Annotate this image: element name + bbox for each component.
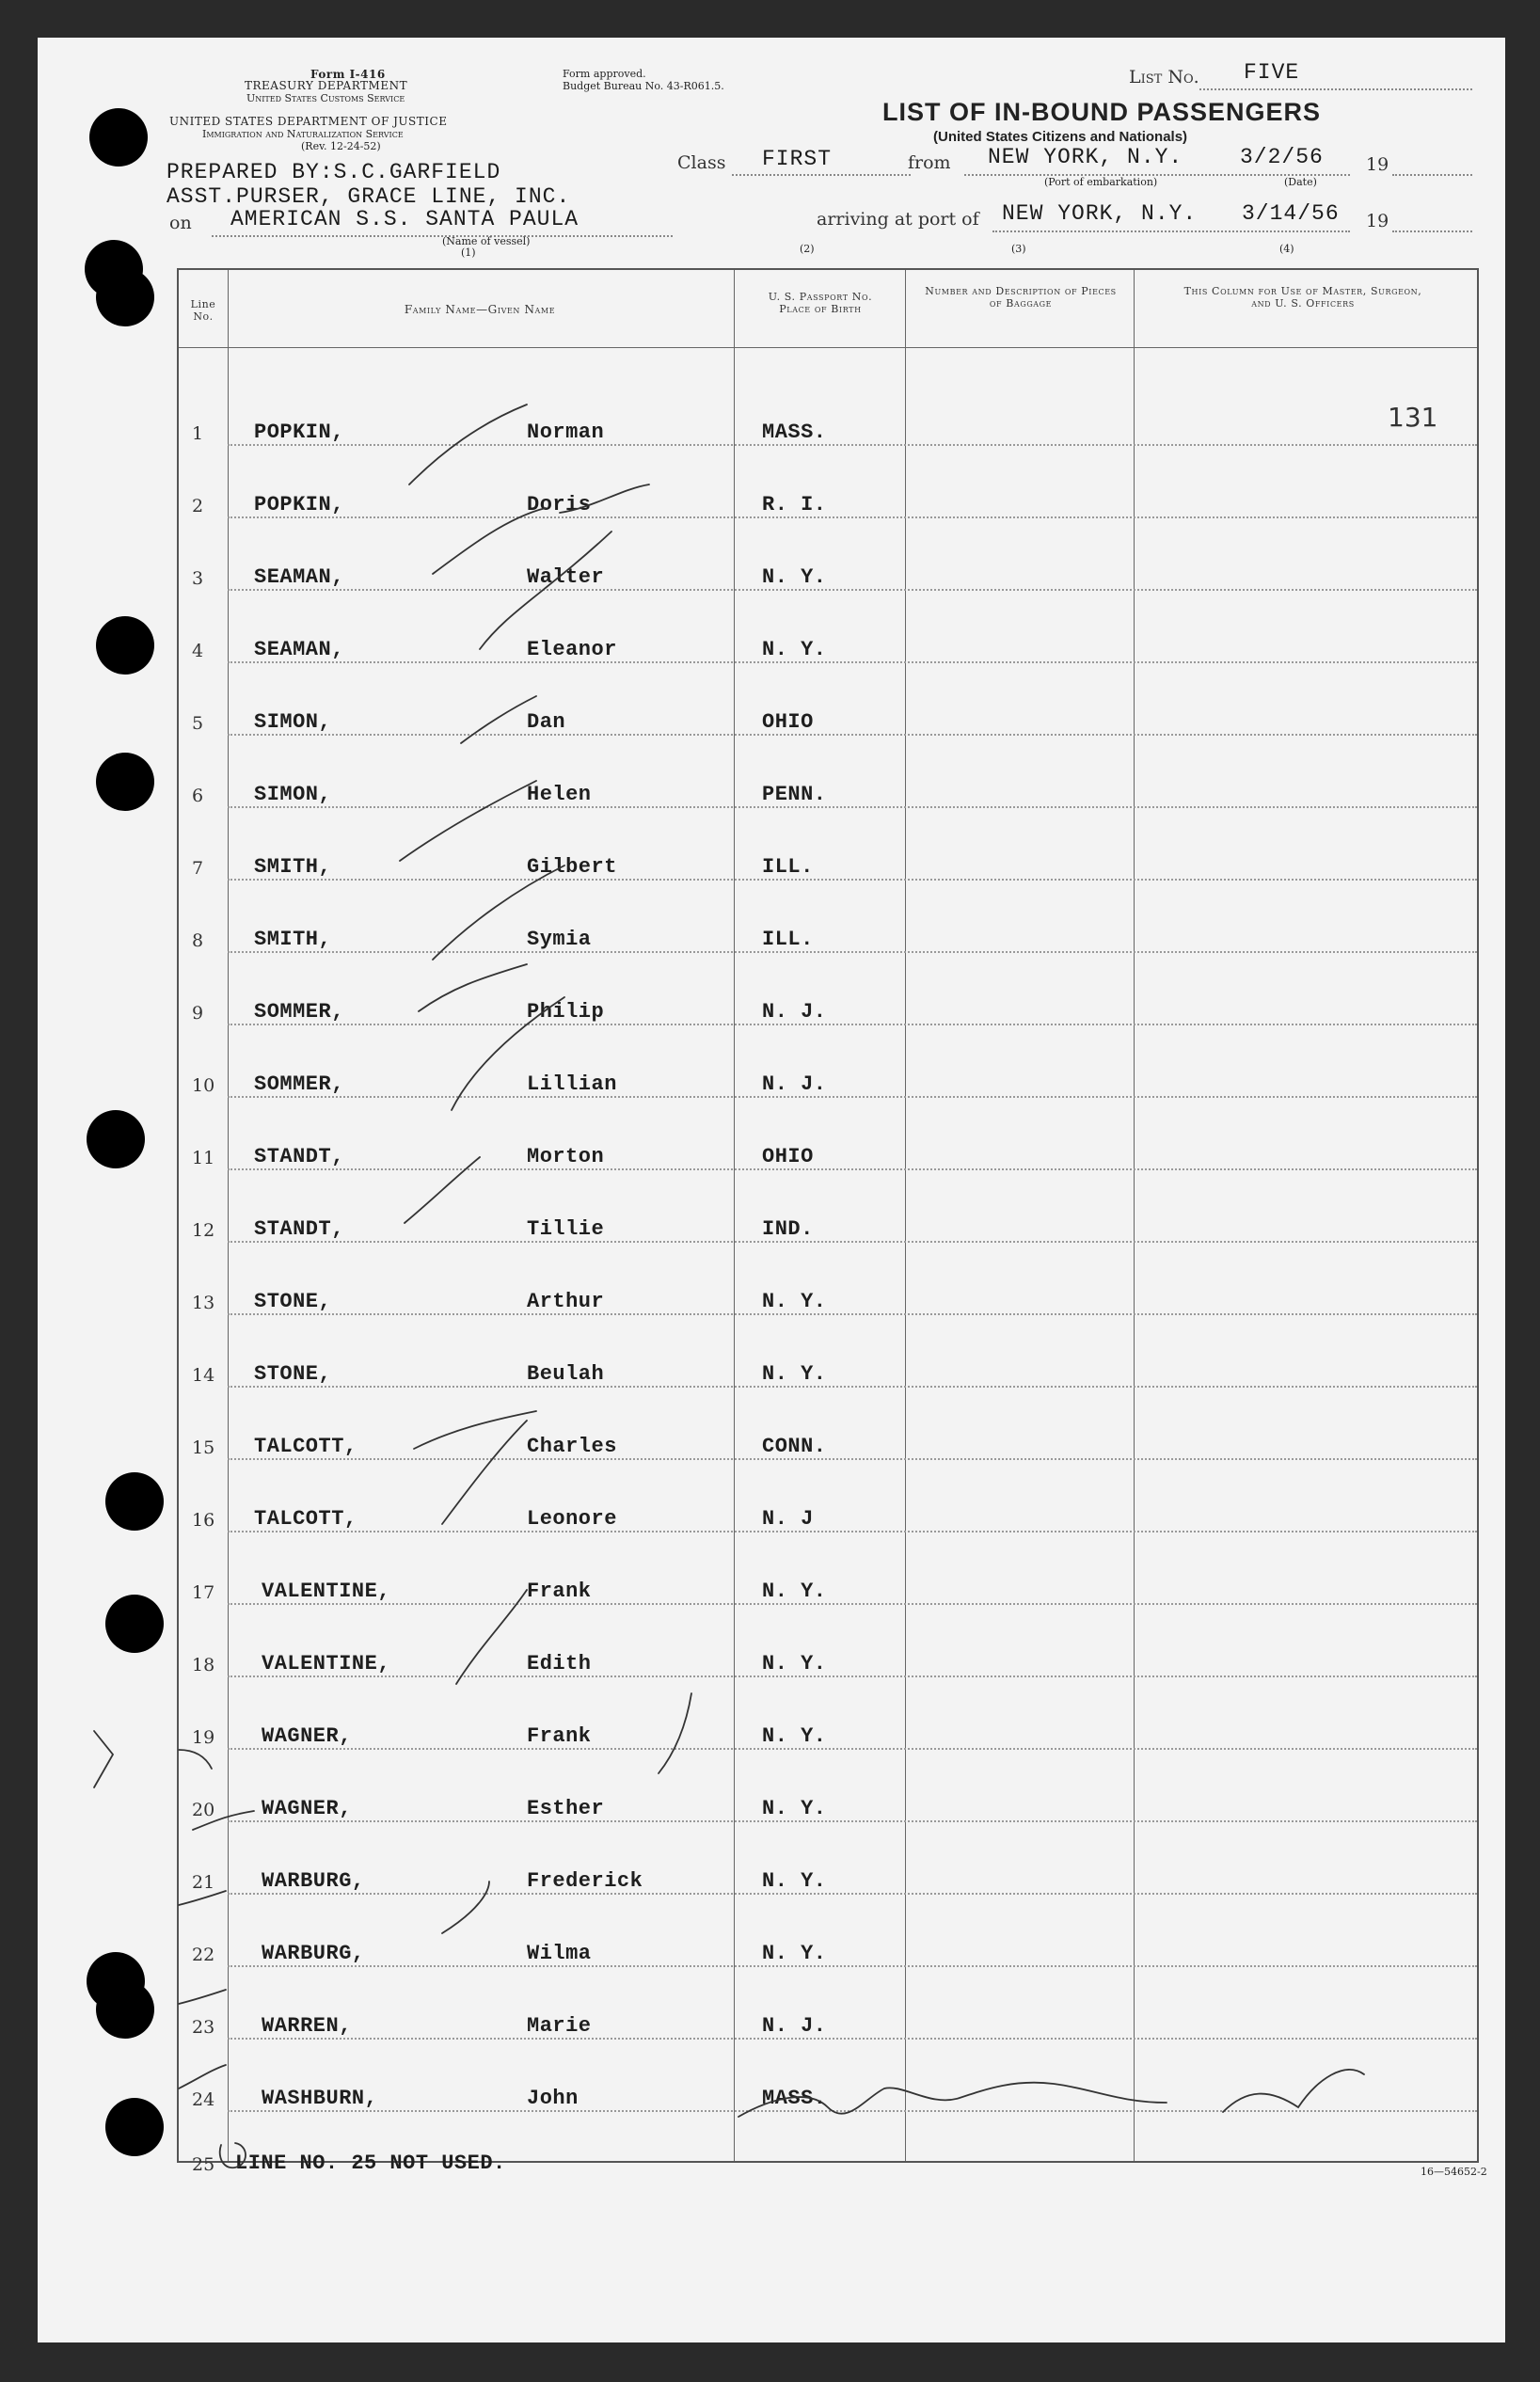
from-date: 3/2/56 <box>1240 145 1324 169</box>
row-place-of-birth: R. I. <box>762 493 827 516</box>
row-family-name: WARREN, <box>262 2014 352 2038</box>
row-place-of-birth: N. Y. <box>762 565 827 589</box>
row-family-name: POPKIN, <box>254 421 344 444</box>
row-family-name: VALENTINE, <box>262 1580 391 1603</box>
row-line-no: 20 <box>192 1800 215 1820</box>
row-line-no: 25 <box>192 2154 215 2175</box>
row-place-of-birth: N. J <box>762 1507 814 1531</box>
row-line-no: 15 <box>192 1437 215 1458</box>
vessel-caption: (Name of vessel) <box>442 235 531 247</box>
row-family-name: SMITH, <box>254 928 332 951</box>
row-place-of-birth: OHIO <box>762 710 814 734</box>
row-place-of-birth: N. J. <box>762 1000 827 1024</box>
row-family-name: STONE, <box>254 1290 332 1313</box>
row-line-no: 7 <box>192 858 204 879</box>
row-given-name: Arthur <box>527 1290 605 1313</box>
row-line-no: 13 <box>192 1293 215 1313</box>
row-given-name: Frank <box>527 1724 592 1748</box>
col-ref-2: (2) <box>800 243 815 255</box>
col-line-header: Line No. <box>190 298 216 323</box>
row-line-no: 24 <box>192 2089 215 2110</box>
row-given-name: Tillie <box>527 1217 605 1241</box>
row-given-name: Dan <box>527 710 566 734</box>
row-given-name: Morton <box>527 1145 605 1168</box>
row-given-name: Lillian <box>527 1072 617 1096</box>
arrive-port: NEW YORK, N.Y. <box>1002 201 1198 226</box>
row-line-no: 18 <box>192 1655 215 1675</box>
form-number: Form I-416 <box>310 68 386 81</box>
col-passport-header: U. S. Passport No. Place of Birth <box>768 291 873 315</box>
department: TREASURY DEPARTMENT <box>245 79 408 92</box>
row-given-name: Symia <box>527 928 592 951</box>
row-place-of-birth: N. J. <box>762 2014 827 2038</box>
row-line-no: 6 <box>192 786 204 806</box>
arrive-date: 3/14/56 <box>1242 201 1340 226</box>
row-given-name: Gilbert <box>527 855 617 879</box>
row-given-name: Norman <box>527 421 605 444</box>
row-given-name: Doris <box>527 493 592 516</box>
row-family-name: SEAMAN, <box>254 638 344 661</box>
row-place-of-birth: IND. <box>762 1217 814 1241</box>
col-officers-header: This Column for Use of Master, Surgeon, and U. S. Officers <box>1183 285 1422 310</box>
arrive-year-label: 19 <box>1366 211 1389 231</box>
prepared-by-title: ASST.PURSER, GRACE LINE, INC. <box>167 184 571 209</box>
row-place-of-birth: MASS. <box>762 421 827 444</box>
class-label: Class <box>677 152 726 173</box>
class-value: FIRST <box>762 147 833 171</box>
row-family-name: STONE, <box>254 1362 332 1386</box>
row-line-no: 11 <box>192 1148 215 1168</box>
row-given-name: Marie <box>527 2014 592 2038</box>
row-line-no: 10 <box>192 1075 215 1096</box>
row-family-name: POPKIN, <box>254 493 344 516</box>
row-family-name: SMITH, <box>254 855 332 879</box>
revision: (Rev. 12-24-52) <box>301 140 381 152</box>
row-given-name: Eleanor <box>527 638 617 661</box>
row-given-name: Edith <box>527 1652 592 1675</box>
form-approved: Form approved. <box>563 68 646 80</box>
row-place-of-birth: ILL. <box>762 855 814 879</box>
row-family-name: WAGNER, <box>262 1724 352 1748</box>
row-place-of-birth: N. Y. <box>762 1362 827 1386</box>
row-place-of-birth: PENN. <box>762 783 827 806</box>
row-place-of-birth: CONN. <box>762 1435 827 1458</box>
row-given-name: Walter <box>527 565 605 589</box>
row-given-name: Helen <box>527 783 592 806</box>
row-family-name: SOMMER, <box>254 1000 344 1024</box>
row-place-of-birth: N. Y. <box>762 1290 827 1313</box>
row-given-name: Esther <box>527 1797 605 1820</box>
from-port: NEW YORK, N.Y. <box>988 145 1183 169</box>
row-place-of-birth: N. Y. <box>762 1724 827 1748</box>
row-family-name: SEAMAN, <box>254 565 344 589</box>
from-label: from <box>908 152 951 173</box>
list-no-label: List No. <box>1129 67 1199 87</box>
port-caption: (Port of embarkation) <box>1044 176 1158 188</box>
page-title: LIST OF IN-BOUND PASSENGERS <box>882 98 1322 126</box>
row-given-name: Beulah <box>527 1362 605 1386</box>
list-no-value: FIVE <box>1244 60 1300 85</box>
row-place-of-birth: OHIO <box>762 1145 814 1168</box>
row-place-of-birth: N. J. <box>762 1072 827 1096</box>
row-family-name: SOMMER, <box>254 1072 344 1096</box>
col-ref-4: (4) <box>1279 243 1294 255</box>
row-family-name: WARBURG, <box>262 1942 365 1965</box>
department-of-justice: UNITED STATES DEPARTMENT OF JUSTICE <box>169 115 448 128</box>
row-given-name: Charles <box>527 1435 617 1458</box>
row-place-of-birth: MASS. <box>762 2087 827 2110</box>
row-line-no: 23 <box>192 2017 215 2038</box>
row-place-of-birth: N. Y. <box>762 1797 827 1820</box>
row-place-of-birth: N. Y. <box>762 1580 827 1603</box>
row-given-name: Leonore <box>527 1507 617 1531</box>
row-line-no: 3 <box>192 568 204 589</box>
row-place-of-birth: N. Y. <box>762 638 827 661</box>
row-line-no: 21 <box>192 1872 215 1893</box>
page-subtitle: (United States Citizens and Nationals) <box>933 129 1188 145</box>
row-family-name: WARBURG, <box>262 1869 365 1893</box>
row-family-name: SIMON, <box>254 710 332 734</box>
row-given-name: Frank <box>527 1580 592 1603</box>
row-family-name: TALCOTT, <box>254 1435 357 1458</box>
row-place-of-birth: N. Y. <box>762 1652 827 1675</box>
prepared-by: PREPARED BY:S.C.GARFIELD <box>167 160 501 184</box>
row-given-name: Wilma <box>527 1942 592 1965</box>
row-family-name: TALCOTT, <box>254 1507 357 1531</box>
row-line-no: 2 <box>192 496 204 516</box>
col-ref-1: (1) <box>461 246 476 259</box>
row-given-name: Frederick <box>527 1869 643 1893</box>
line-not-used-note: LINE NO. 25 NOT USED. <box>235 2152 506 2175</box>
row-family-name: VALENTINE, <box>262 1652 391 1675</box>
row-line-no: 19 <box>192 1727 215 1748</box>
row-place-of-birth: ILL. <box>762 928 814 951</box>
row-given-name: John <box>527 2087 579 2110</box>
row-line-no: 12 <box>192 1220 215 1241</box>
row-place-of-birth: N. Y. <box>762 1942 827 1965</box>
row-family-name: SIMON, <box>254 783 332 806</box>
row-line-no: 4 <box>192 641 204 661</box>
col-baggage-header: Number and Description of Pieces of Baggage <box>925 285 1117 310</box>
arriving-label: arriving at port of <box>817 209 979 230</box>
date-caption: (Date) <box>1284 176 1317 188</box>
customs-service: United States Customs Service <box>246 92 405 104</box>
row-place-of-birth: N. Y. <box>762 1869 827 1893</box>
vessel-name: AMERICAN S.S. SANTA PAULA <box>230 207 579 231</box>
row-line-no: 16 <box>192 1510 215 1531</box>
row-line-no: 5 <box>192 713 204 734</box>
ins-name: Immigration and Naturalization Service <box>202 128 404 140</box>
row-line-no: 9 <box>192 1003 204 1024</box>
row-line-no: 8 <box>192 930 204 951</box>
row-line-no: 14 <box>192 1365 215 1386</box>
col-ref-3: (3) <box>1011 243 1026 255</box>
col-name-header: Family Name—Given Name <box>404 303 556 316</box>
row-line-no: 17 <box>192 1582 215 1603</box>
row-line-no: 22 <box>192 1945 215 1965</box>
row-family-name: STANDT, <box>254 1145 344 1168</box>
row-family-name: WASHBURN, <box>262 2087 378 2110</box>
handwritten-marks <box>38 38 1505 2342</box>
manifest-page <box>38 38 1505 2342</box>
budget-bureau: Budget Bureau No. 43-R061.5. <box>563 80 724 92</box>
form-code: 16—54652-2 <box>1421 2166 1487 2178</box>
row-family-name: WAGNER, <box>262 1797 352 1820</box>
row-line-no: 1 <box>192 423 204 444</box>
officer-number: 131 <box>1388 402 1438 433</box>
row-given-name: Philip <box>527 1000 605 1024</box>
from-year-label: 19 <box>1366 154 1389 175</box>
row-family-name: STANDT, <box>254 1217 344 1241</box>
on-label: on <box>169 213 192 233</box>
